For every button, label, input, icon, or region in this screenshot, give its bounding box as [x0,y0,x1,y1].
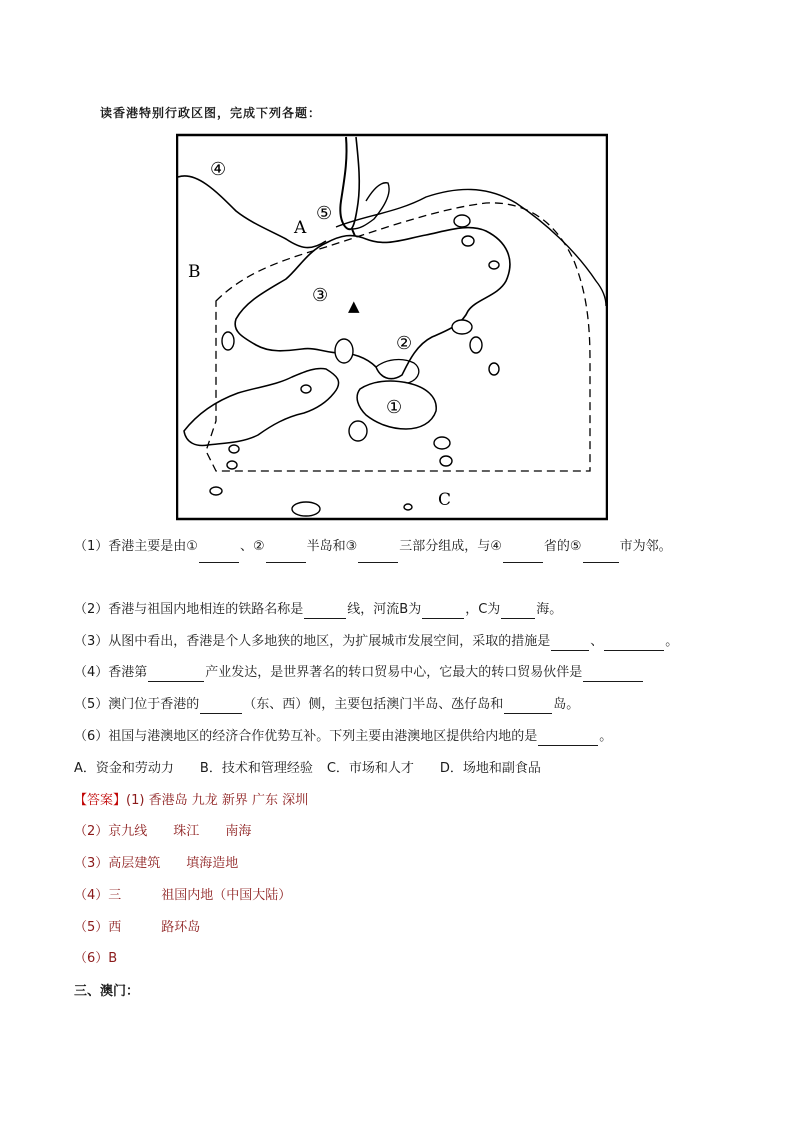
label-5: ⑤ [316,203,333,224]
answer-2: （2）京九线 珠江 南海 [74,824,252,839]
option-c: C．市场和人才 [326,761,414,776]
label-b: B [188,262,201,282]
answer-tag: 【答案】 [74,793,127,808]
intro-text: 读香港特别行政区图，完成下列各题： [100,106,322,120]
question-3: （3）从图中看出，香港是个人多地狭的地区，为扩展城市发展空间，采取的措施是 、 。 [74,634,679,649]
label-c: C [438,490,452,510]
question-2: （2）香港与祖国内地相连的铁路名称是 线，河流B为 ，C为 海。 [74,602,563,617]
question-1: （1）香港主要是由① 、② 半岛和③ 三部分组成，与④ 省的⑤ 市为邻。 [74,531,724,563]
question-6: （6）祖国与港澳地区的经济合作优势互补。下列主要由港澳地区提供给内地的是 。 [74,729,613,744]
label-1: ① [386,397,403,418]
section-heading: 三、澳门： [74,984,140,999]
answer-3: （3）高层建筑 填海造地 [74,856,239,871]
option-d: D．场地和副食品 [439,761,541,776]
answer-6: （6）B [74,951,118,966]
answer-1: 【答案】(1) 香港岛 九龙 新界 广东 深圳 [74,793,309,808]
question-4: （4）香港第 产业发达，是世界著名的转口贸易中心，它最大的转口贸易伙伴是 [74,664,644,682]
answer-5: （5）西 路环岛 [74,920,201,935]
peak-icon: ▲ [348,297,360,315]
question-5: （5）澳门位于香港的 （东、西）侧，主要包括澳门半岛、氹仔岛和 岛。 [74,697,580,712]
label-3: ③ [312,285,329,306]
option-b: B．技术和管理经验 [199,761,313,776]
options [74,760,541,778]
hong-kong-map [176,131,608,523]
option-a: A．资金和劳动力 [74,761,174,776]
answer-4: （4）三 祖国内地（中国大陆） [74,888,292,903]
label-2: ② [396,333,413,354]
label-a: A [294,218,307,238]
label-4: ④ [210,159,227,180]
